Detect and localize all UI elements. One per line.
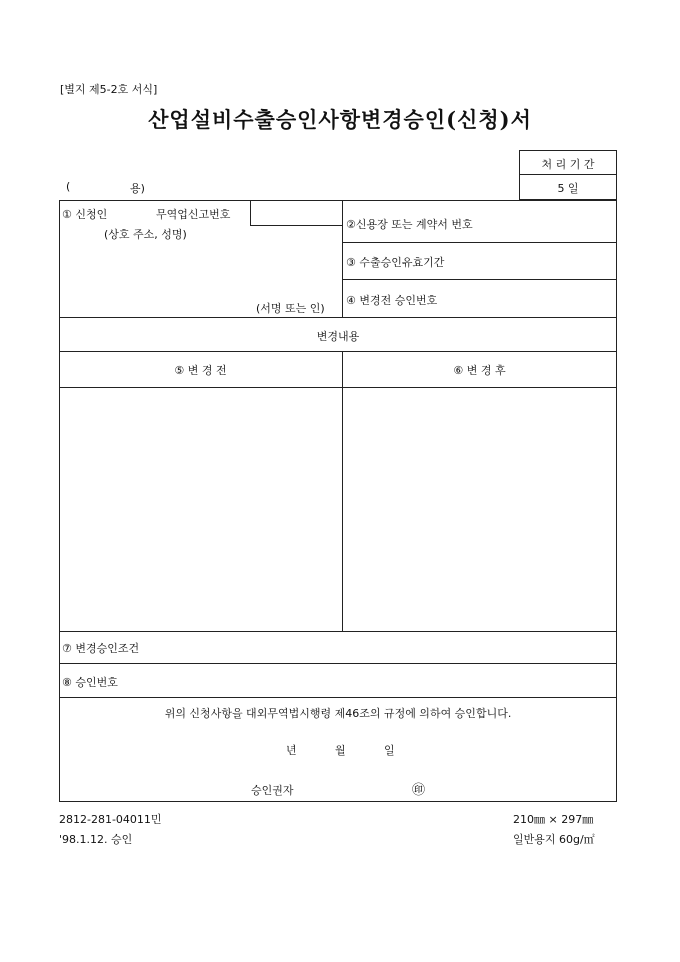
purpose-suffix: 용): [130, 182, 145, 195]
processing-period-value: 5 일: [557, 182, 579, 195]
approval-date-note: '98.1.12. 승인: [59, 833, 133, 846]
seal-icon: ㊞: [412, 783, 426, 798]
divider: [342, 200, 343, 317]
divider: [59, 663, 617, 664]
trade-registration-field[interactable]: [254, 206, 338, 222]
applicant-label: ① 신청인: [62, 208, 108, 221]
change-contents-header: 변경내용: [316, 330, 360, 343]
divider: [250, 225, 342, 226]
before-change-header: ⑤ 변 경 전: [174, 364, 227, 377]
divider: [59, 631, 617, 632]
divider: [59, 387, 617, 388]
trade-registration-label: 무역업신고번호: [156, 208, 231, 221]
paper-size: 210㎜ × 297㎜: [513, 813, 594, 826]
previous-approval-number-label: ④ 변경전 승인번호: [346, 294, 438, 307]
export-validity-label: ③ 수출승인유효기간: [346, 256, 445, 269]
date-year-label: 년: [286, 744, 297, 757]
before-change-field[interactable]: [62, 392, 338, 626]
date-month-label: 월: [335, 744, 346, 757]
approval-statement: 위의 신청사항을 대외무역법시행령 제46조의 규정에 의하여 승인합니다.: [164, 707, 512, 720]
after-change-header: ⑥ 변 경 후: [453, 364, 506, 377]
date-day-label: 일: [384, 744, 395, 757]
divider: [250, 200, 251, 225]
address-name-label: (상호 주소, 성명): [104, 228, 187, 241]
paper-type: 일반용지 60g/㎡: [513, 833, 595, 846]
approval-conditions-label: ⑦ 변경승인조건: [62, 642, 140, 655]
form-number-label: [별지 제5-2호 서식]: [60, 83, 158, 96]
signature-label: (서명 또는 인): [256, 302, 325, 315]
divider: [59, 697, 617, 698]
divider: [342, 242, 617, 243]
after-change-field[interactable]: [346, 392, 614, 626]
divider: [519, 174, 617, 175]
purpose-open: (: [66, 180, 71, 193]
form-title: 산업설비수출승인사항변경승인(신청)서: [148, 107, 532, 132]
processing-period-label: 처 리 기 간: [541, 158, 595, 171]
form-code: 2812-281-04011민: [59, 813, 162, 826]
divider: [342, 351, 343, 631]
approver-label: 승인권자: [251, 784, 294, 797]
divider: [342, 279, 617, 280]
divider: [59, 351, 617, 352]
divider: [59, 317, 617, 318]
approval-number-label: ⑧ 승인번호: [62, 676, 118, 689]
lc-contract-label: ②신용장 또는 계약서 번호: [346, 218, 473, 231]
